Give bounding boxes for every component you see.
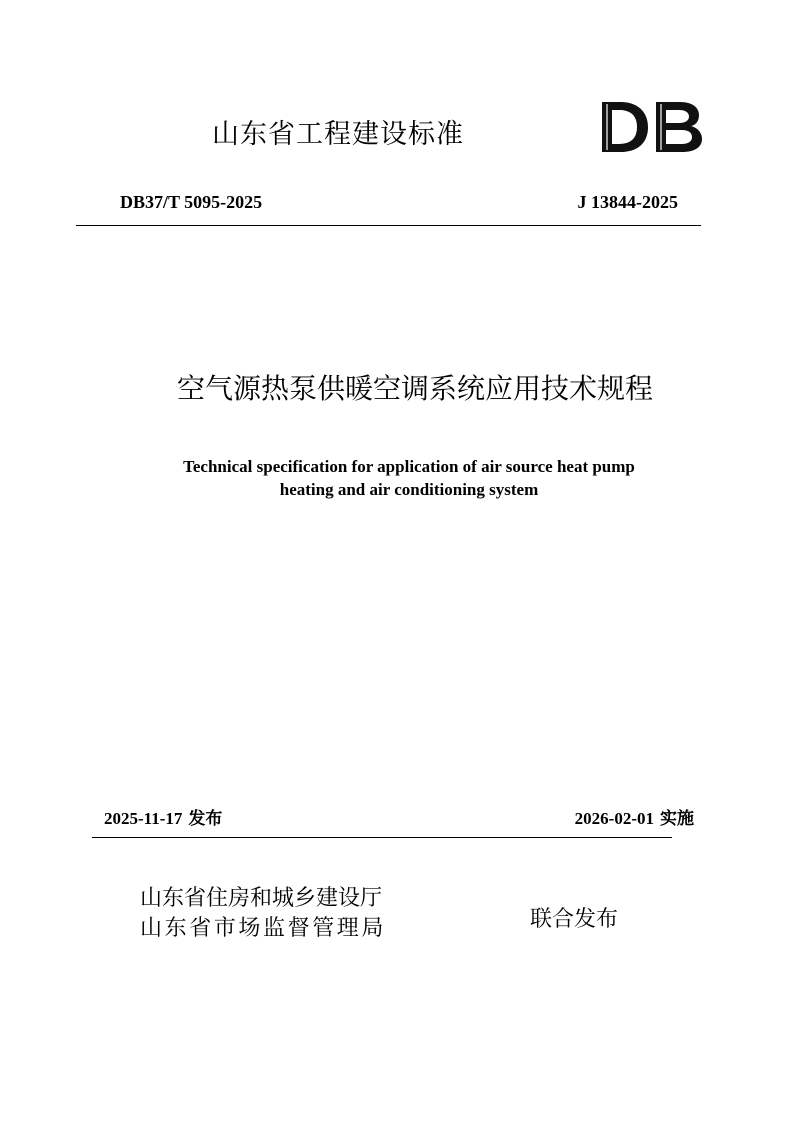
effective-label: 实施 [660,809,694,829]
issue-date-block [104,804,222,829]
title-chinese: 空气源热泵供暖空调系统应用技术规程 [176,372,653,405]
header-divider [76,225,701,226]
issue-label: 发布 [188,809,223,829]
standard-type-heading: 山东省工程建设标准 [212,119,464,150]
footer-divider [92,837,672,838]
effective-date: 2026-02-01 [574,809,654,828]
title-english-line-1: Technical specification for application of air source heat pump [183,457,635,476]
db-logo [598,98,706,156]
standard-number: DB37/T 5095-2025 [120,192,263,212]
title-english-line-2: heating and air conditioning system [279,480,539,499]
effective-date-block [575,804,694,829]
record-number: J 13844-2025 [577,192,678,212]
issuer-list [140,884,386,944]
issuer-name: 山东省市场监督管理局 [140,916,387,941]
title-english [0,455,800,501]
issue-date: 2025-11-17 [104,809,183,828]
joint-issue-label: 联合发布 [530,907,619,932]
issuer-name: 山东省住房和城乡建设厅 [140,886,383,911]
